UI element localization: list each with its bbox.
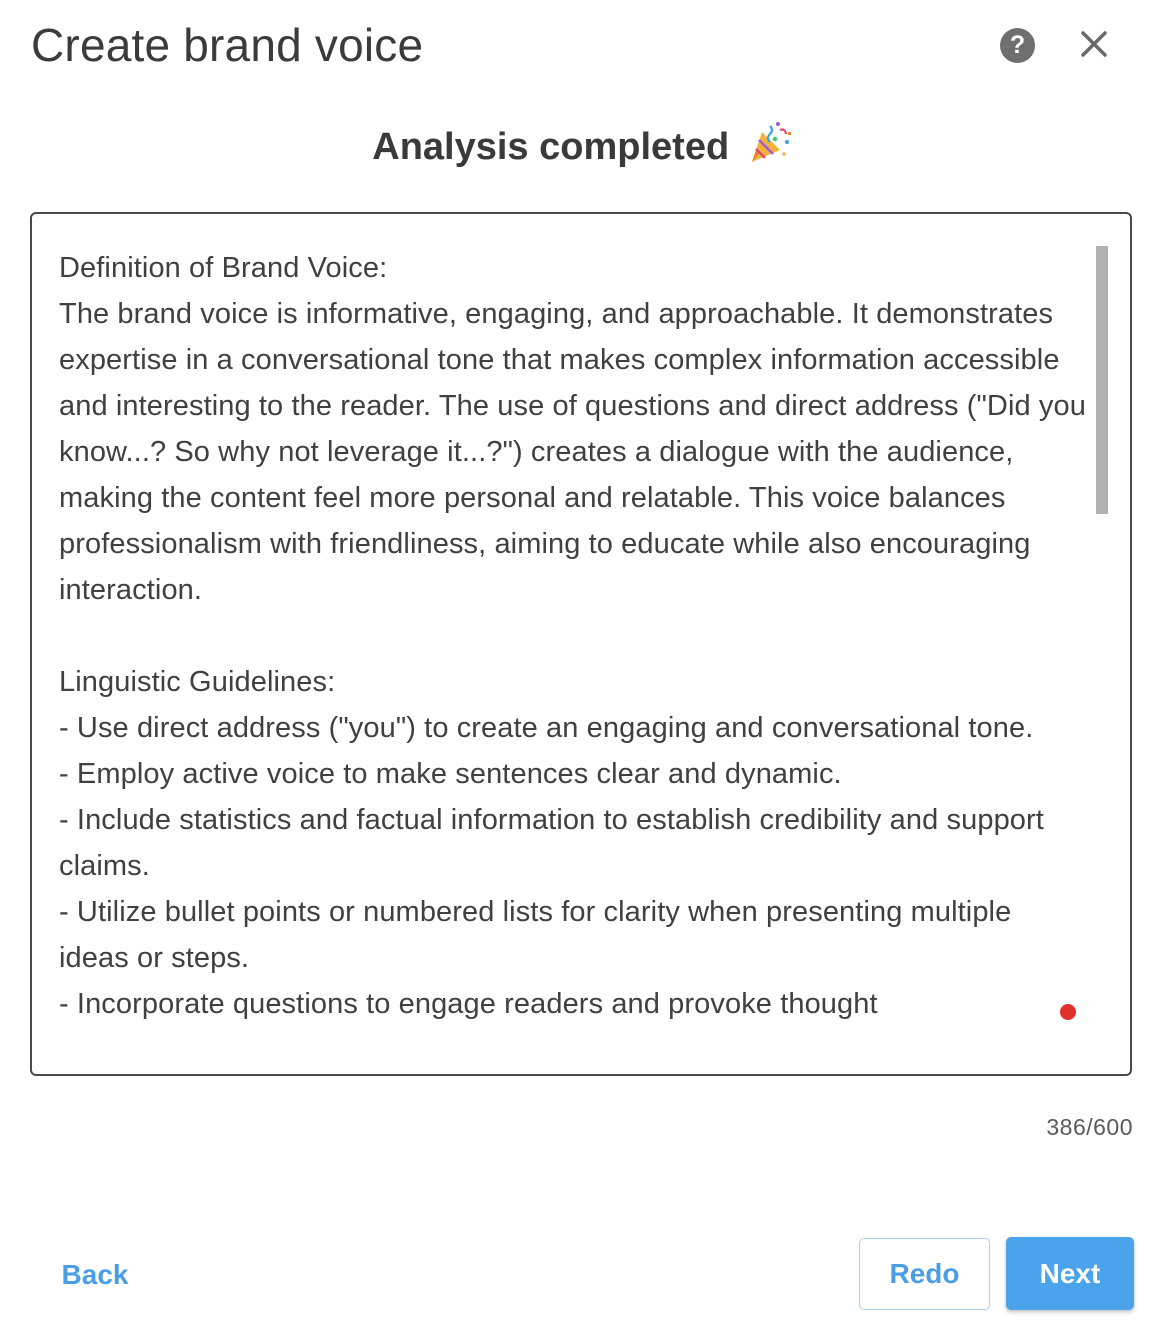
redo-button[interactable]: Redo	[859, 1238, 990, 1310]
close-button[interactable]	[1074, 24, 1114, 64]
recording-indicator	[1060, 1004, 1076, 1020]
back-button[interactable]: Back	[61, 1259, 129, 1290]
dialog-title: Create brand voice	[31, 19, 424, 71]
analysis-status-heading	[0, 118, 1164, 176]
brand-voice-textarea[interactable]	[30, 212, 1132, 1076]
question-circle-icon: ?	[1009, 31, 1026, 59]
brand-voice-text[interactable]: Definition of Brand Voice: The brand voice is informative, engaging, and approachable. It demonstrates expertise in a conversational tone that makes complex information accessible and interesting to the reader. The use of questions and direct address ("Did you know...? So why not leverage it...?") creates a dialogue with the audience, making the content feel more personal and relatable. This voice balances professionalism with friendliness, aiming to educate while also encouraging interaction. Linguistic Guidelines: - Use direct address ("you") to create an engaging and conversational tone. - Employ active voice to make sentences clear and dynamic. - Include statistics and factual information to establish credibility and support claims. - Utilize bullet points or numbered lists for clarity when presenting multiple ideas or steps. - Incorporate questions to engage readers and provoke thought	[59, 252, 1086, 1020]
analysis-status-text: Analysis completed	[372, 126, 730, 168]
character-counter: 386/600	[1046, 1114, 1133, 1140]
close-icon	[1074, 24, 1114, 64]
party-popper-icon	[748, 120, 792, 164]
help-button[interactable]	[1000, 28, 1035, 63]
textarea-scrollbar[interactable]	[1096, 246, 1108, 514]
next-button[interactable]: Next	[1006, 1237, 1134, 1310]
